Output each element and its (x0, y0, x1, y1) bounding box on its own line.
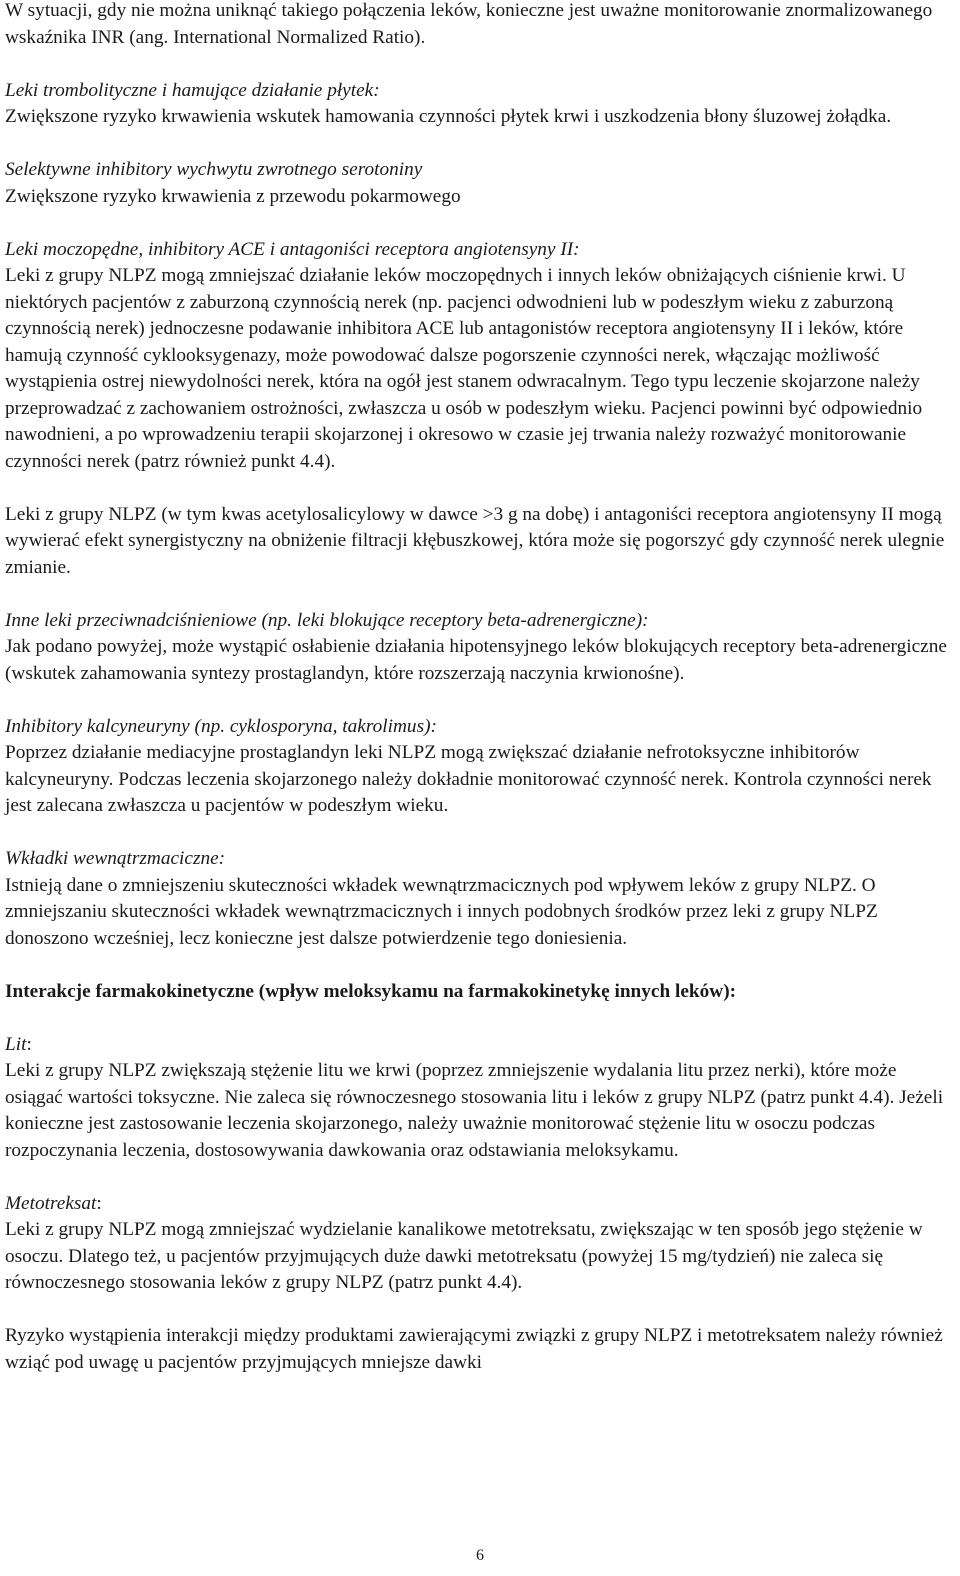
paragraph-text: Leki z grupy NLPZ mogą zmniejszać działanie leków moczopędnych i innych leków obniżających ciśnienie krwi. U niektórych pacjentów z zaburzoną czynnością nerek (np. pacjenci odwodnieni lub w podeszłym wieku z zaburzoną czynnością nerek) jednoczesne podawanie inhibitora ACE lub antagonistów receptora angiotensyny II i leków, które hamują czynność cyklooksygenazy, może powodować dalsze pogorszenie czynności nerek, włączając możliwość wystąpienia ostrej niewydolności nerek, która na ogół jest stanem odwracalnym. Tego typu leczenie skojarzone należy przeprowadzać z zachowaniem ostrożności, zwłaszcza u osób w podeszłym wieku. Pacjenci powinni być odpowiednio nawodnieni, a po wprowadzeniu terapii skojarzonej i okresowo w czasie jej trwania należy rozważyć monitorowanie czynności nerek (patrz również punkt 4.4). (5, 265, 923, 472)
paragraph-text: W sytuacji, gdy nie można uniknąć takiego połączenia leków, konieczne jest uważne monitorowanie znormalizowanego wskaźnika INR (ang. International Normalized Ratio). (5, 0, 933, 48)
paragraph-text: Leki z grupy NLPZ mogą zmniejszać wydzielanie kanalikowe metotreksatu, zwiększając w ten sposób jego stężenie w osoczu. Dlatego też, u pacjentów przyjmujących duże dawki metotreksatu (powyżej 15 mg/tydzień) nie zaleca się równoczesnego stosowania leków z grupy NLPZ (patrz punkt 4.4). (5, 1219, 923, 1293)
paragraph-iud (5, 846, 957, 952)
paragraph-text: Zwiększone ryzyko krwawienia z przewodu pokarmowego (5, 185, 461, 207)
paragraph-calcineurin (5, 714, 957, 820)
paragraph-heading: Selektywne inhibitory wychwytu zwrotnego serotoniny (5, 159, 423, 180)
heading-colon: : (96, 1192, 102, 1214)
paragraph-text: Jak podano powyżej, może wystąpić osłabienie działania hipotensyjnego leków blokujących receptory beta-adrenergiczne (wskutek zahamowania syntezy prostaglandyn, które rozszerzają naczynia krwionośne). (5, 636, 947, 684)
paragraph-heading: Metotreksat (5, 1192, 97, 1214)
paragraph-text: Leki z grupy NLPZ (w tym kwas acetylosalicylowy w dawce >3 g na dobę) i antagoniści receptora angiotensyny II mogą wywierać efekt synergistyczny na obniżenie filtracji kłębuszkowej, która może się pogorszyć gdy czynność nerek ulegnie zmianie. (5, 503, 945, 578)
paragraph-final: Ryzyko wystąpienia interakcji między produktami zawierającymi związki z grupy NLPZ i metotreksatem należy również wziąć pod uwagę u pacjentów przyjmujących mniejsze dawki (5, 1325, 943, 1373)
paragraph-text: Zwiększone ryzyko krwawienia wskutek hamowania czynności płytek krwi i uszkodzenia błony śluzowej żołądka. (5, 106, 892, 127)
paragraph-inr (5, 0, 957, 51)
paragraph-methotrexate (5, 1191, 957, 1297)
paragraph-ssri (5, 157, 957, 210)
paragraph-diuretics (5, 237, 957, 476)
document-page (5, 0, 957, 1403)
paragraph-text: Poprzez działanie mediacyjne prostaglandyn leki NLPZ mogą zwiększać działanie nefrotoksyczne inhibitorów kalcyneuryny. Podczas leczenia skojarzonego należy dokładnie monitorować czynność nerek. Kontrola czynności nerek jest zalecana zwłaszcza u pacjentów w podeszłym wieku. (5, 742, 932, 816)
paragraph-text: Leki z grupy NLPZ zwiększają stężenie litu we krwi (poprzez zmniejszenie wydalania litu przez nerki), które może osiągać wartości toksyczne. Nie zaleca się równoczesnego stosowania litu i leków z grupy NLPZ (patrz punkt 4.4). Jeżeli konieczne jest zastosowanie leczenia skojarzonego, należy uważnie monitorować stężenie litu w osoczu podczas rozpoczynania leczenia, dostosowywania dawkowania oraz odstawiania meloksykamu. (5, 1060, 944, 1161)
section-title: Interakcje farmakokinetyczne (wpływ meloksykamu na farmakokinetykę innych leków): (5, 980, 737, 1002)
paragraph-heading: Lit (5, 1033, 27, 1055)
paragraph-heading: Inne leki przeciwnadciśnieniowe (np. leki blokujące receptory beta-adrenergiczne): (5, 609, 649, 631)
paragraph-nsaid-arb (5, 502, 957, 582)
paragraph-heading: Inhibitory kalcyneuryny (np. cyklosporyna, takrolimus): (5, 715, 437, 737)
paragraph-thrombolytics (5, 78, 957, 131)
paragraph-lithium (5, 1032, 957, 1165)
paragraph-heading: Wkładki wewnątrzmaciczne: (5, 848, 226, 869)
paragraph-antihypertensives (5, 608, 957, 688)
paragraph-heading: Leki trombolityczne i hamujące działanie płytek: (5, 79, 380, 101)
page-number: 6 (476, 1547, 484, 1564)
paragraph-text: Istnieją dane o zmniejszeniu skuteczności wkładek wewnątrzmacicznych pod wpływem leków z grupy NLPZ. O zmniejszaniu skuteczności wkładek wewnątrzmacicznych i innych podobnych środków przez leki z grupy NLPZ donoszono wcześniej, lecz konieczne jest dalsze potwierdzenie tego doniesienia. (5, 874, 878, 949)
paragraph-heading: Leki moczopędne, inhibitory ACE i antagoniści receptora angiotensyny II: (5, 238, 580, 260)
heading-colon: : (26, 1033, 32, 1055)
